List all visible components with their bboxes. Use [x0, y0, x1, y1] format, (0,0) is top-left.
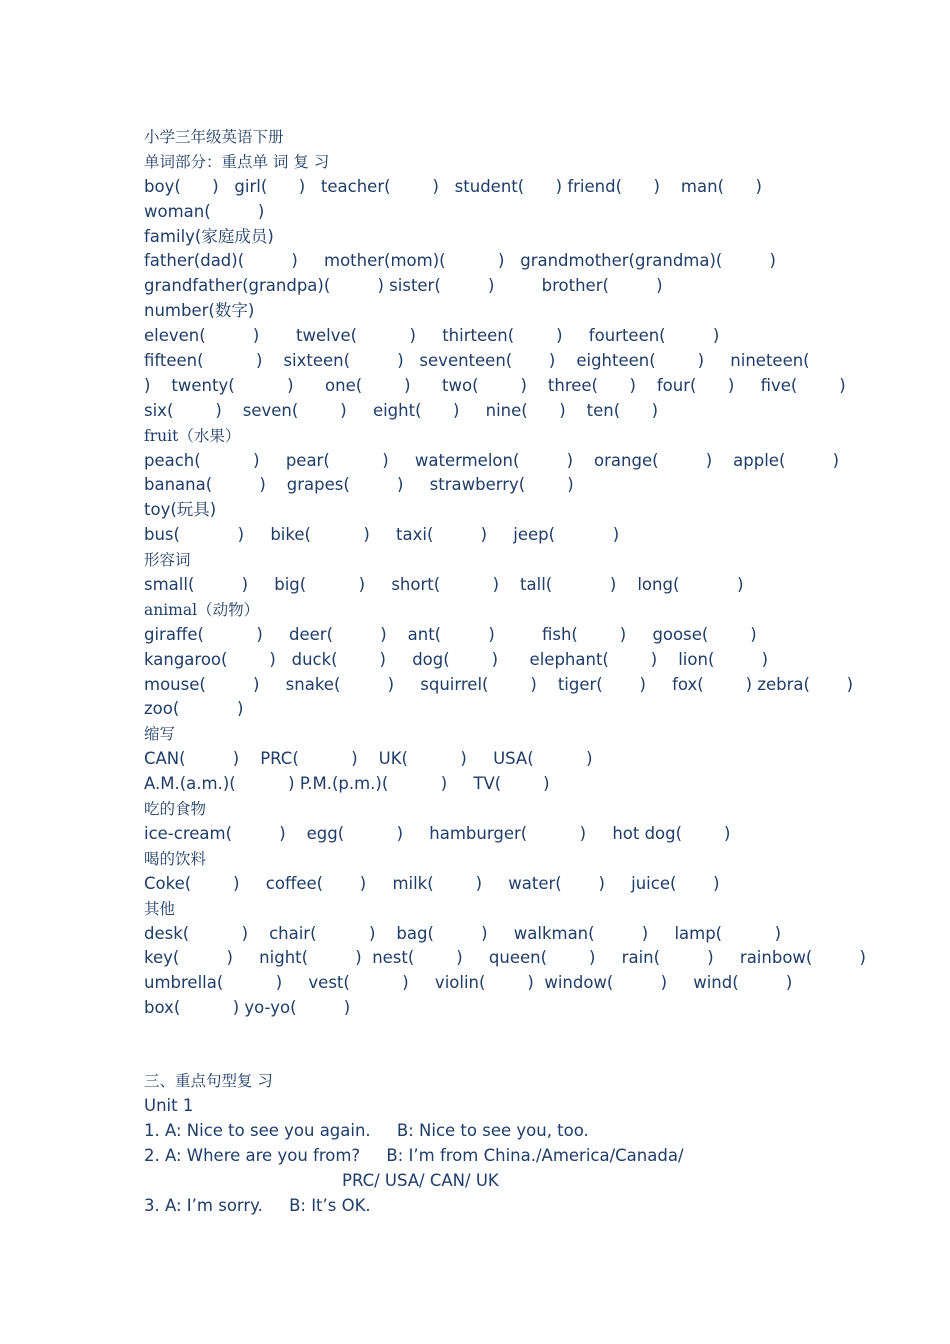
sentence-line: 3. A: I’m sorry. B: It’s OK. — [144, 1195, 371, 1215]
sentence-line: 1. A: Nice to see you again. B: Nice to see you, too. — [144, 1120, 589, 1140]
vocab-line: key( ) night( ) nest( ) queen( ) rain( ) rainbow( ) — [144, 948, 866, 968]
vocab-line: fruit（水果） — [144, 426, 241, 445]
vocab-heading: 单词部分：重点单 词 复 习 — [144, 152, 330, 171]
sentence-line: Unit 1 — [144, 1095, 194, 1115]
vocab-line: A.M.(a.m.)( ) P.M.(p.m.)( ) TV( ) — [144, 774, 550, 794]
vocab-line: 吃的食物 — [144, 800, 207, 819]
vocab-list — [144, 175, 866, 1021]
vocab-line: desk( ) chair( ) bag( ) walkman( ) lamp( ) — [144, 923, 782, 943]
vocab-line: kangaroo( ) duck( ) dog( ) elephant( ) lion( ) — [144, 649, 769, 669]
vocab-line: fifteen( ) sixteen( ) seventeen( ) eighteen( ) nineteen( — [144, 351, 810, 371]
vocab-line: small( ) big( ) short( ) tall( ) long( ) — [144, 575, 744, 595]
vocab-line: ice-cream( ) egg( ) hamburger( ) hot dog( ) — [144, 823, 731, 843]
vocab-line: woman( ) — [144, 201, 265, 221]
vocab-line: ) twenty( ) one( ) two( ) three( ) four( ) five( ) — [144, 375, 846, 395]
vocab-line: six( ) seven( ) eight( ) nine( ) ten( ) — [144, 400, 659, 420]
vocab-line: peach( ) pear( ) watermelon( ) orange( ) apple( ) — [144, 450, 840, 470]
vocab-line: giraffe( ) deer( ) ant( ) fish( ) goose( ) — [144, 624, 757, 644]
vocab-line: banana( ) grapes( ) strawberry( ) — [144, 475, 574, 495]
vocab-line: Coke( ) coffee( ) milk( ) water( ) juice( ) — [144, 873, 720, 893]
sentence-line: 2. A: Where are you from? B: I’m from China./America/Canada/ — [144, 1145, 684, 1165]
document-body — [144, 125, 866, 1218]
vocab-line: umbrella( ) vest( ) violin( ) window( ) wind( ) — [144, 973, 793, 993]
vocab-line: CAN( ) PRC( ) UK( ) USA( ) — [144, 749, 593, 769]
vocab-line: 形容词 — [144, 551, 191, 570]
sentence-continuation: PRC/ USA/ CAN/ UK — [342, 1170, 499, 1190]
vocab-line: 喝的饮料 — [144, 849, 207, 868]
document-title: 小学三年级英语下册 — [144, 128, 284, 146]
vocab-line: toy(玩具) — [144, 500, 217, 520]
vocab-line: 缩写 — [144, 725, 176, 744]
vocab-line: grandfather(grandpa)( ) sister( ) brother( ) — [144, 276, 663, 296]
vocab-line: animal（动物） — [144, 600, 260, 619]
vocab-line: bus( ) bike( ) taxi( ) jeep( ) — [144, 525, 620, 545]
vocab-line: eleven( ) twelve( ) thirteen( ) fourteen( ) — [144, 326, 720, 346]
vocab-line: 其他 — [144, 899, 176, 918]
sentence-heading: 三、重点句型复 习 — [144, 1072, 273, 1091]
vocab-line: zoo( ) — [144, 699, 244, 719]
vocab-line: boy( ) girl( ) teacher( ) student( ) friend( ) man( ) — [144, 176, 762, 196]
vocab-line: family(家庭成员) — [144, 226, 274, 246]
vocab-line: father(dad)( ) mother(mom)( ) grandmother(grandma)( ) — [144, 251, 776, 271]
section-gap — [144, 1021, 844, 1069]
vocab-line: box( ) yo-yo( ) — [144, 998, 351, 1018]
vocab-line: mouse( ) snake( ) squirrel( ) tiger( ) fox( ) zebra( ) — [144, 674, 854, 694]
vocab-line: number(数字) — [144, 301, 255, 321]
